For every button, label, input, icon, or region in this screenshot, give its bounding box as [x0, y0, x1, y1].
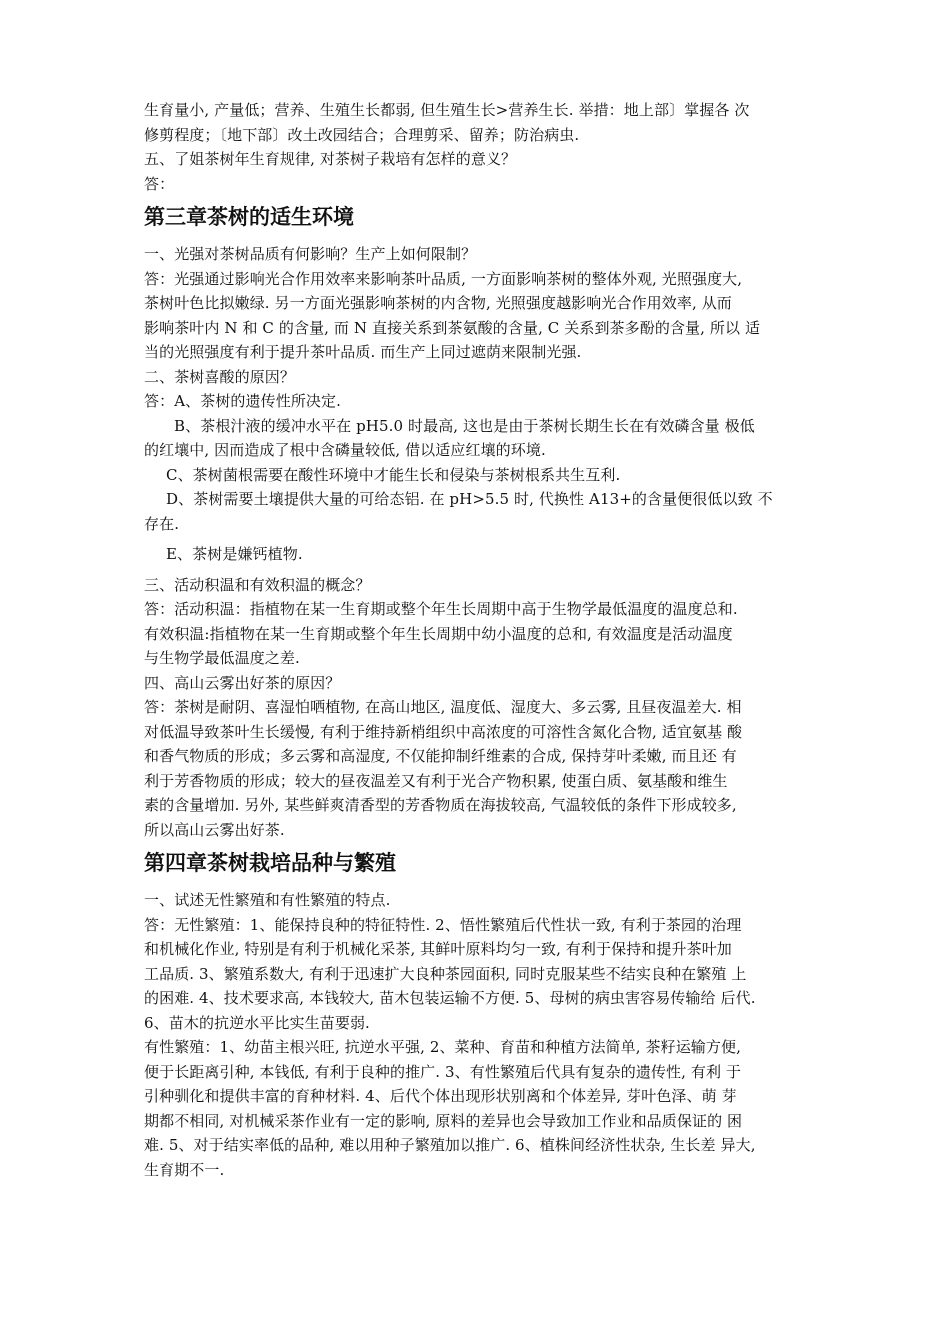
answer-line: 影响茶叶内 N 和 C 的含量, 而 N 直接关系到茶氨酸的含量, C 关系到茶多酚的含量, 所以 适	[144, 318, 761, 337]
question-text: 三、活动积温和有效积温的概念？	[144, 575, 371, 594]
answer-line: 生育期不一.	[144, 1160, 225, 1179]
text-line: 修剪程度；〔地下部〕改土改园结合；合理剪采、留养；防治病虫.	[144, 125, 580, 144]
question-text: 一、试述无性繁殖和有性繁殖的特点.	[144, 891, 391, 909]
answer-line: 有性繁殖：1、幼苗主根兴旺, 抗逆水平强, 2、菜种、育苗和种植方法简单, 茶籽运输方便,	[144, 1038, 741, 1056]
chapter4-title: 第四章茶树栽培品种与繁殖	[144, 851, 396, 875]
chapter3-q1	[144, 242, 824, 365]
answer-line: 便于长距离引种, 本钱低, 有利于良种的推广. 3、有性繁殖后代具有复杂的遗传性, 有利 于	[144, 1062, 742, 1081]
chapter3-q4	[144, 671, 824, 843]
answer-line: 茶树叶色比拟嫩绿. 另一方面光强影响茶树的内含物, 光照强度越影响光合作用效率, 从而	[144, 294, 732, 312]
text-line: 生育量小, 产量低；营养、生殖生长都弱, 但生殖生长>营养生长. 举措：地上部〕掌握各 次	[144, 101, 750, 119]
answer-line: 素的含量增加. 另外, 某些鲜爽清香型的芳香物质在海拔较高, 气温较低的条件下形成较多,	[144, 796, 737, 814]
answer-line: 难. 5、对于结实率低的品种, 难以用种子繁殖加以推广. 6、植株间经济性状杂, 生长差 异大,	[144, 1136, 756, 1154]
question-text: 二、茶树喜酸的原因？	[144, 367, 296, 386]
answer-line: 和香气物质的形成；多云雾和高湿度, 不仅能抑制纤维素的合成, 保持芽叶柔嫩, 而且还 有	[144, 747, 737, 765]
answer-line: 利于芳香物质的形成；较大的昼夜温差又有利于光合产物积累, 使蛋白质、氨基酸和维生	[144, 771, 728, 790]
answer-line: 答：茶树是耐阴、喜湿怕哂植物, 在高山地区, 温度低、湿度大、多云雾, 且昼夜温差大. 相	[144, 698, 742, 716]
answer-line: 期都不相同, 对机械采茶作业有一定的影响, 原料的差异也会导致加工作业和品质保证的 困	[144, 1111, 743, 1130]
chapter3-q2	[144, 365, 824, 573]
answer-line: 答：无性繁殖：1、能保持良种的特征特性. 2、悟性繁殖后代性状一致, 有利于茶园的治理	[144, 915, 742, 934]
chapter3-q3	[144, 573, 824, 671]
answer-line: 所以高山云雾出好茶.	[144, 820, 285, 839]
answer-line: 有效积温:指植物在某一生育期或整个年生长周期中幼小温度的总和, 有效温度是活动温度	[144, 624, 733, 643]
chapter4-q1	[144, 888, 824, 1182]
answer-line: 的困难. 4、技术要求高, 本钱较大, 苗木包装运输不方便. 5、母树的病虫害容易传输给 后代.	[144, 989, 756, 1007]
answer-line: 的红壤中, 因而造成了根中含磷量较低, 借以适应红壤的环境.	[144, 441, 546, 459]
question-5: 五、了姐茶树年生育规律, 对茶树子栽培有怎样的意义？	[144, 150, 517, 168]
answer-line: 工品质. 3、繁殖系数大, 有利于迅速扩大良种茶园面积, 同时克服某些不结实良种在繁殖 上	[144, 964, 747, 983]
question-text: 四、高山云雾出好茶的原因？	[144, 673, 341, 692]
document-page	[144, 98, 824, 1182]
answer-line: E、茶树是嫌钙植物.	[166, 545, 303, 563]
answer-line: 存在.	[144, 514, 180, 533]
answer-line: 答：光强通过影响光合作用效率来影响茶叶品质, 一方面影响茶树的整体外观, 光照强度大,	[144, 269, 743, 288]
answer-line: 对低温导致茶叶生长缓慢, 有利于维持新梢组织中高浓度的可溶性含氮化合物, 适宜氨基 酸	[144, 722, 743, 741]
answer-line: 答：活动积温：指植物在某一生育期或整个年生长周期中高于生物学最低温度的温度总和.	[144, 600, 738, 618]
question-text: 一、光强对茶树品质有何影响？生产上如何限制？	[144, 245, 477, 263]
answer-line: D、茶树需要土壤提供大量的可给态铝. 在 pH>5.5 时, 代换性 A13+的含量便很低以致 不	[166, 490, 773, 508]
section2-tail	[144, 98, 824, 196]
chapter3-title: 第三章茶树的适生环境	[144, 205, 354, 229]
answer-line: 当的光照强度有利于提升茶叶品质. 而生产上同过遮荫来限制光强.	[144, 343, 582, 361]
answer-line: 答：A、茶树的遗传性所决定.	[144, 392, 342, 410]
answer-line: 6、苗木的抗逆水平比实生苗要弱.	[144, 1013, 370, 1032]
answer-line: B、茶根汁液的缓冲水平在 pH5.0 时最高, 这也是由于茶树长期生长在有效磷含量 极低	[174, 416, 755, 435]
answer-line: 与生物学最低温度之差.	[144, 649, 300, 667]
answer-label: 答：	[144, 174, 175, 193]
answer-line: C、茶树菌根需要在酸性环境中才能生长和侵染与茶树根系共生互利.	[166, 465, 621, 484]
answer-line: 和机械化作业, 特别是有利于机械化采茶, 其鲜叶原料均匀一致, 有利于保持和提升茶叶加	[144, 940, 732, 958]
answer-line: 引种驯化和提供丰富的育种材料. 4、后代个体出现形状别离和个体差异, 芽叶色泽、萌 芽	[144, 1087, 737, 1105]
